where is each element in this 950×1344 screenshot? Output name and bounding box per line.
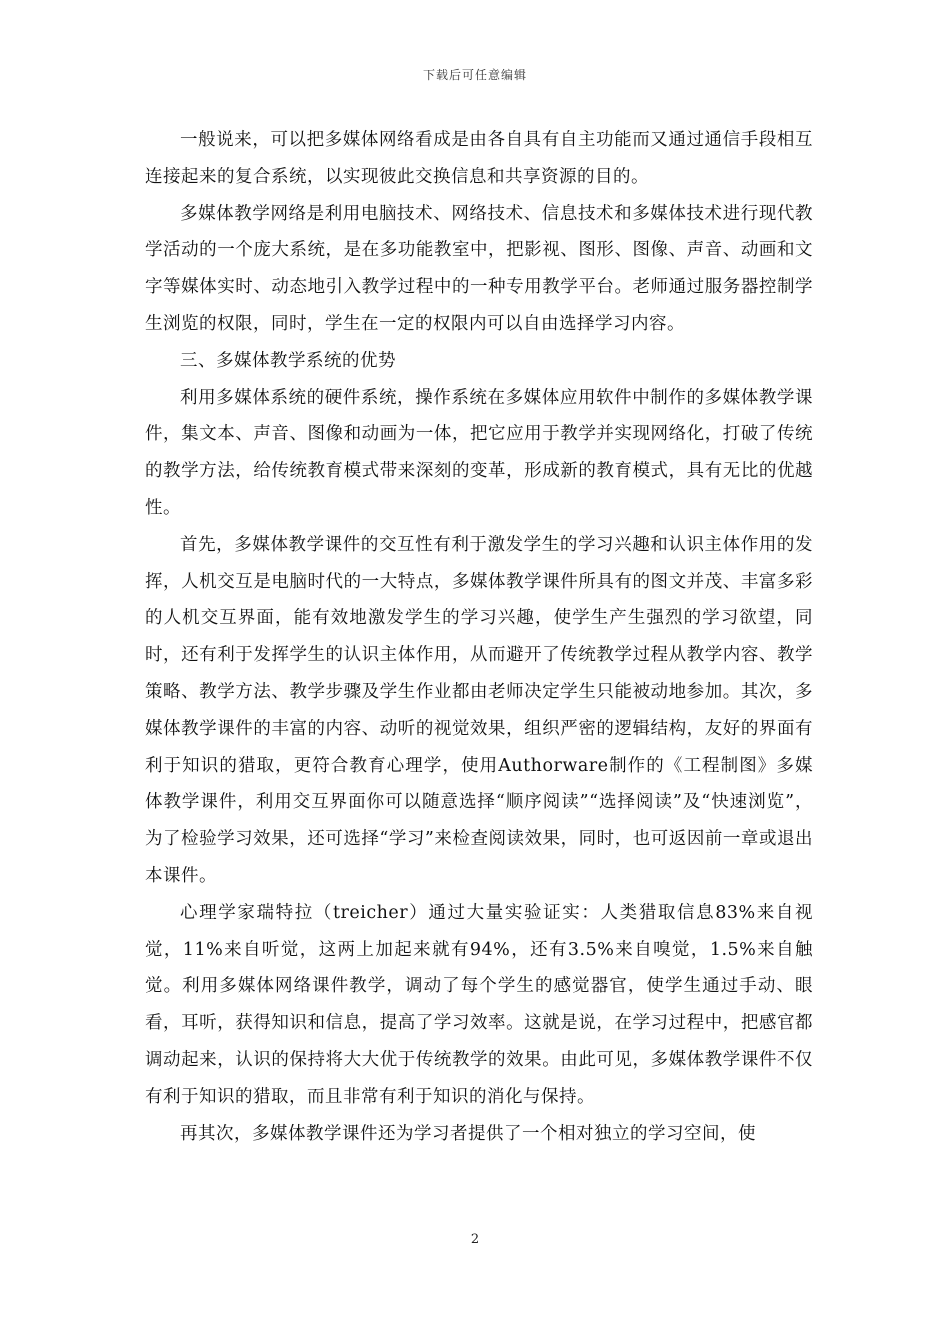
paragraph-psychology: 心理学家瑞特拉（treicher）通过大量实验证实：人类猎取信息83%来自视觉，11%来自听觉，这两上加起来就有94%，还有3.5%来自嗅觉，1.5%来自触觉。利用多媒体网络课件教学，调动了每个学生的感觉器官，使学生通过手动、眼看，耳听，获得知识和信息，提高了学习效率。这就是说，在学习过程中，把感官都调动起来，认识的保持将大大优于传统教学的效果。由此可见，多媒体教学课件不仅有利于知识的猎取，而且非常有利于知识的消化与保持。 xyxy=(145,902,813,1107)
page-header: 下载后可任意编辑 xyxy=(422,68,527,82)
document-body xyxy=(145,122,813,1152)
paragraph-interactivity: 首先，多媒体教学课件的交互性有利于激发学生的学习兴趣和认识主体作用的发挥，人机交互是电脑时代的一大特点，多媒体教学课件所具有的图文并茂、丰富多彩的人机交互界面，能有效地激发学生的学习兴趣，使学生产生强烈的学习欲望，同时，还有利于发挥学生的认识主体作用，从而避开了传统教学过程从教学内容、教学策略、教学方法、教学步骤及学生作业都由老师决定学生只能被动地参加。其次，多媒体教学课件的丰富的内容、动听的视觉效果，组织严密的逻辑结构，友好的界面有利于知识的猎取，更符合教育心理学，使用Authorware制作的《工程制图》多媒体教学课件，利用交互界面你可以随意选择“顺序阅读”“选择阅读”及“快速浏览”，为了检验学习效果，还可选择“学习”来检查阅读效果，同时，也可返因前一章或退出本课件。 xyxy=(145,534,813,886)
section-heading-advantages: 三、多媒体教学系统的优势 xyxy=(180,350,396,371)
paragraph-teaching-network: 多媒体教学网络是利用电脑技术、网络技术、信息技术和多媒体技术进行现代教学活动的一个庞大系统，是在多功能教室中，把影视、图形、图像、声音、动画和文字等媒体实时、动态地引入教学过程中的一种专用教学平台。老师通过服务器控制学生浏览的权限，同时，学生在一定的权限内可以自由选择学习内容。 xyxy=(145,203,813,334)
paragraph-network-definition: 一般说来，可以把多媒体网络看成是由各自具有自主功能而又通过通信手段相互连接起来的复合系统，以实现彼此交换信息和共享资源的目的。 xyxy=(145,130,813,187)
paragraph-system-overview: 利用多媒体系统的硬件系统，操作系统在多媒体应用软件中制作的多媒体教学课件，集文本、声音、图像和动画为一体，把它应用于教学并实现网络化，打破了传统的教学方法，给传统教育模式带来深刻的变革，形成新的教育模式，具有无比的优越性。 xyxy=(145,387,813,518)
page-number: 2 xyxy=(470,1232,480,1247)
paragraph-learning-space: 再其次，多媒体教学课件还为学习者提供了一个相对独立的学习空间，使 xyxy=(180,1123,756,1144)
